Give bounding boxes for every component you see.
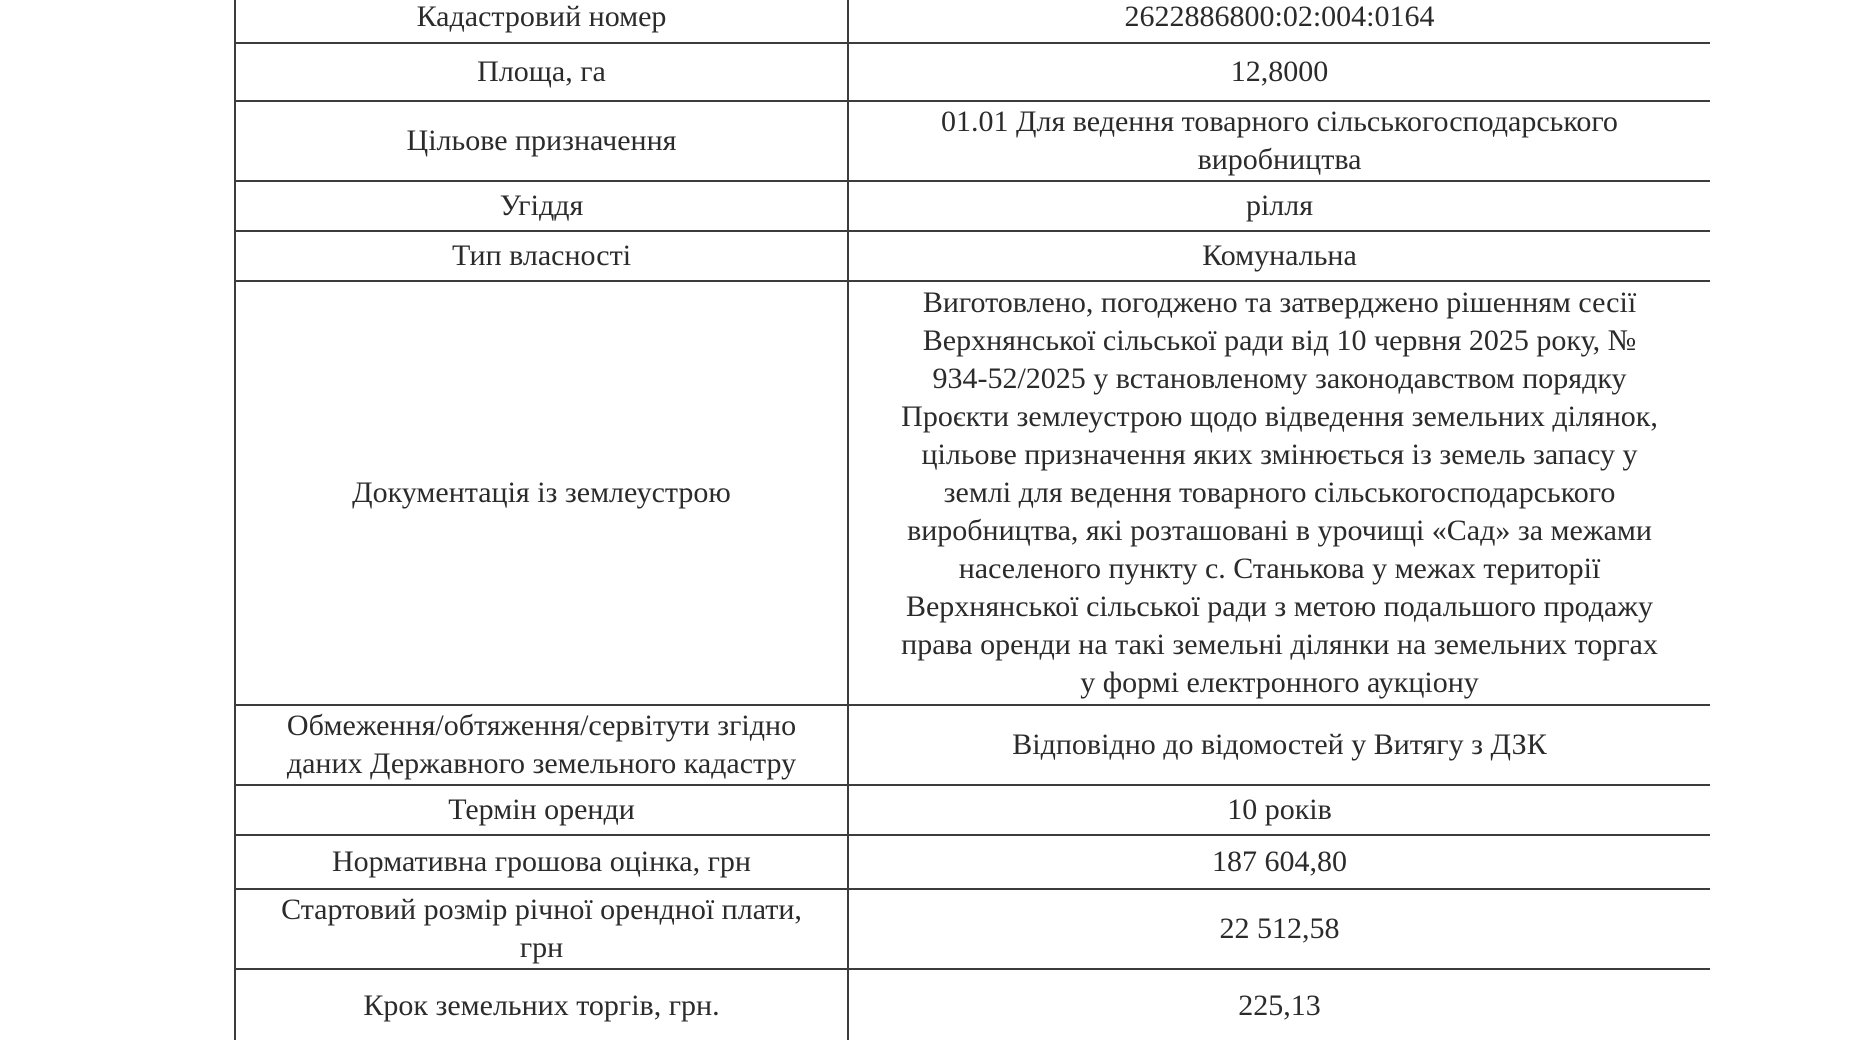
row-label: Нормативна грошова оцінка, грн — [235, 835, 848, 889]
table-row-bid-step — [235, 969, 1710, 1040]
row-label: Термін оренди — [235, 785, 848, 835]
table-row-area — [235, 43, 1710, 101]
row-value: 187 604,80 — [848, 835, 1710, 889]
row-value: 2622886800:02:004:0164 — [848, 0, 1710, 43]
row-value: Відповідно до відомостей у Витягу з ДЗК — [848, 705, 1710, 785]
row-label: Угіддя — [235, 181, 848, 231]
table-row-lease-term — [235, 785, 1710, 835]
row-label: Тип власності — [235, 231, 848, 281]
table-row-starting-rent — [235, 889, 1710, 969]
row-value: рілля — [848, 181, 1710, 231]
row-label: Обмеження/обтяження/сервітути згідно даних Державного земельного кадастру — [235, 705, 848, 785]
table-row-normative-value — [235, 835, 1710, 889]
row-label: Документація із землеустрою — [235, 281, 848, 705]
row-value: Виготовлено, погоджено та затверджено рішенням сесії Верхнянської сільської ради від 10 червня 2025 року, № 934-52/2025 у встановленому законодавством порядку Проєкти землеустрою щодо відведення земельних ділянок, цільове призначення яких змінюється із земель запасу у землі для ведення товарного сільськогосподарського виробництва, які розташовані в урочищі «Сад» за межами населеного пункту с. Станькова у межах території Верхнянської сільської ради з метою подальшого продажу права оренди на такі земельні ділянки на земельних торгах у формі електронного аукціону — [848, 281, 1710, 705]
row-label: Стартовий розмір річної орендної плати, грн — [235, 889, 848, 969]
row-label: Кадастровий номер — [235, 0, 848, 43]
table-row-ownership — [235, 231, 1710, 281]
row-label: Крок земельних торгів, грн. — [235, 969, 848, 1040]
row-value: 22 512,58 — [848, 889, 1710, 969]
row-value: 01.01 Для ведення товарного сільськогосподарського виробництва — [848, 101, 1710, 181]
table-row-restrictions — [235, 705, 1710, 785]
row-value: Комунальна — [848, 231, 1710, 281]
row-value: 10 років — [848, 785, 1710, 835]
row-label: Площа, га — [235, 43, 848, 101]
table-row-cadastral-number — [235, 0, 1710, 43]
document-page — [234, 0, 1710, 1040]
table-row-purpose — [235, 101, 1710, 181]
row-value: 225,13 — [848, 969, 1710, 1040]
table-row-documentation — [235, 281, 1710, 705]
row-label: Цільове призначення — [235, 101, 848, 181]
table-row-land-type — [235, 181, 1710, 231]
row-value: 12,8000 — [848, 43, 1710, 101]
land-lot-table — [234, 0, 1710, 1040]
